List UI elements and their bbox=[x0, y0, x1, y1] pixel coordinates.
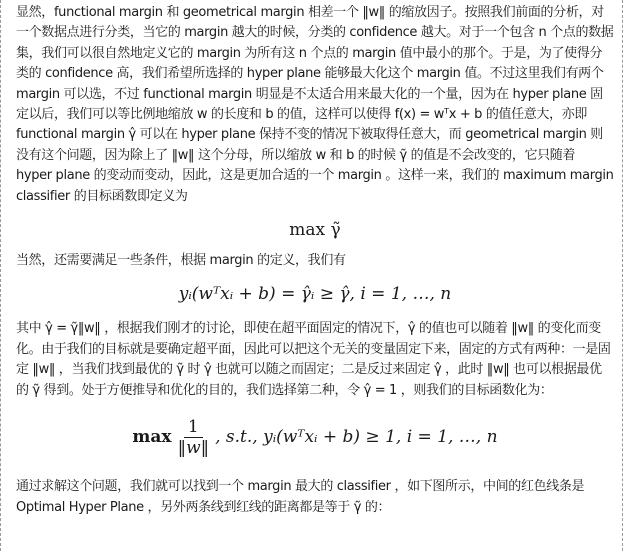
equation-numerator: 1 bbox=[184, 417, 203, 438]
equation-objective-text: max γ̃ bbox=[289, 220, 341, 241]
paragraph-constraints: 当然，还需要满足一些条件，根据 margin 的定义，我们有 bbox=[16, 253, 346, 269]
paragraph-intro: 显然，functional margin 和 geometrical margin 相差一个 ‖w‖ 的缩放因子。按照我们前面的分析，对一个数据点进行分类，当它的 margin 越大的时候，分类的 confidence 越大。对于一个包含 n 个点的数据集，我们可以很自然地定义它的 margin 为所有这 n 个点的 margin 值中最小的那个。于是，为了使得分类的 confidence 高，我们希望所选择的 hyper plane 能够最大化这个 margin 值。不过这里我们有两个 margin 可以选，不过 functional margin 明显是不太适合用来最大化的一个量，因为在 hyper plane 固定以后，我们可以等比例地缩放 w 的长度和 b 的值，这样可以使得 f(x) = wᵀx + b 的值任意大，亦即 functional margin γ̂ 可以在 hyper plane 保持不变的情况下被取得任意大，而 geometrical margin 则没有这个问题，因为除上了 ‖w‖ 这个分母，所以缩放 w 和 b 的时候 γ̃ 的值是不会改变的，它只随着 hyper plane 的变动而变动，因此，这是更加合适的一个 margin 。这样一来，我们的 maximum margin classifier 的目标函数即定义为 bbox=[16, 5, 614, 204]
equation-constraint bbox=[16, 279, 614, 309]
equation-max-operator: max bbox=[132, 427, 172, 448]
equation-constraint-text: yᵢ(wᵀxᵢ + b) = γ̂ᵢ ≥ γ̂, i = 1, …, n bbox=[178, 284, 452, 305]
equation-fraction bbox=[178, 417, 210, 458]
equation-final-objective bbox=[16, 415, 614, 459]
equation-denominator: ‖w‖ bbox=[177, 437, 210, 458]
paragraph-conclusion: 通过求解这个问题，我们就可以找到一个 margin 最大的 classifier ，如下图所示，中间的红色线条是 Optimal Hyper Plane ，另外两条线到红线的距离都是等于 γ̃ 的： bbox=[16, 479, 585, 515]
equation-subject-to: , s.t., yᵢ(wᵀxᵢ + b) ≥ 1, i = 1, …, n bbox=[215, 427, 498, 448]
equation-objective bbox=[16, 217, 614, 243]
paragraph-derivation: 其中 γ̂ = γ̃‖w‖ ，根据我们刚才的讨论，即使在超平面固定的情况下，γ̂ 的值也可以随着 ‖w‖ 的变化而变化。由于我们的目标就是要确定超平面，因此可以把这个无关的变量固定下来，固定的方式有两种：一是固定 ‖w‖ ，当我们找到最优的 γ̃ 时 γ̂ 也就可以随之而固定；二是反过来固定 γ̂ ，此时 ‖w‖ 也可以根据最优的 γ̃ 得到。处于方便推导和优化的目的，我们选择第二种，令 γ̂ = 1 ，则我们的目标函数化为： bbox=[16, 321, 611, 398]
